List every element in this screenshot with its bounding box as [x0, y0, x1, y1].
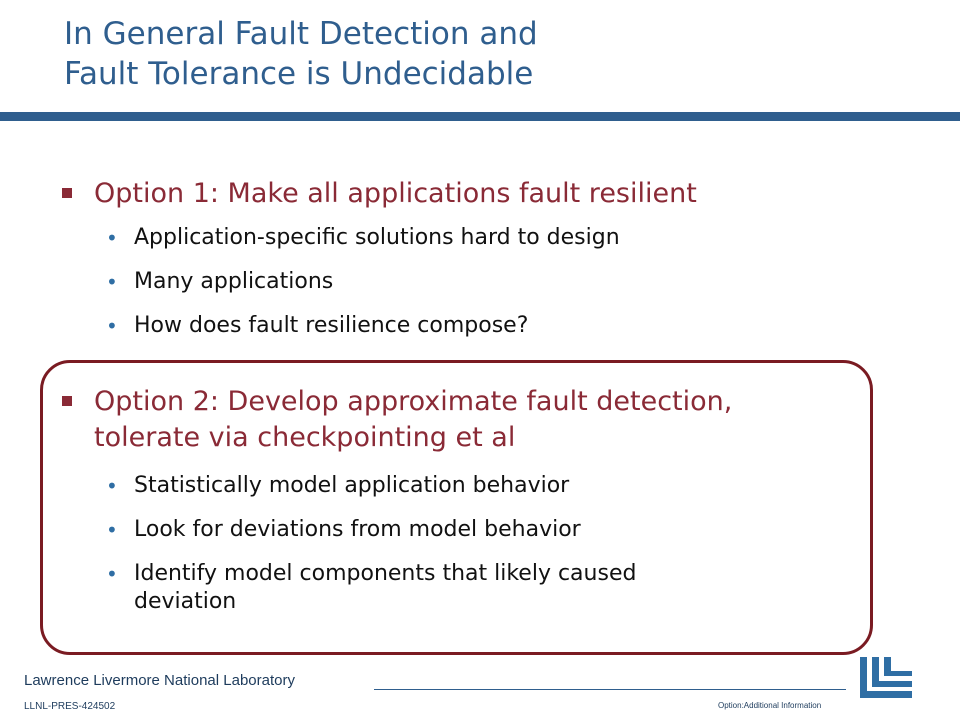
- point-text: Application-specific solutions hard to design: [134, 225, 620, 250]
- point-text: How does fault resilience compose?: [134, 313, 529, 338]
- list-item: [106, 268, 922, 296]
- option-2-heading: [62, 384, 922, 456]
- list-item: [106, 224, 922, 252]
- bullet-icon: •: [106, 474, 118, 498]
- option-2-section: [62, 384, 922, 616]
- title-line-2: Fault Tolerance is Undecidable: [64, 56, 534, 92]
- option-1-heading: [62, 176, 922, 212]
- organization-name: Lawrence Livermore National Laboratory: [24, 672, 295, 689]
- bullet-icon: •: [106, 314, 118, 338]
- option-2-label-line-1: Option 2: Develop approximate fault detection,: [94, 386, 733, 417]
- bullet-icon: •: [106, 226, 118, 250]
- list-item: [106, 560, 922, 616]
- bullet-icon: •: [106, 270, 118, 294]
- option-2-label: [94, 384, 732, 456]
- point-text: [134, 560, 636, 616]
- option-2-label-line-2: tolerate via checkpointing et al: [94, 422, 516, 453]
- point-text-line-2: deviation: [134, 589, 237, 614]
- bullet-icon: •: [106, 518, 118, 542]
- option-2-points: [62, 472, 922, 616]
- square-bullet-icon: [62, 188, 72, 198]
- list-item: [106, 516, 922, 544]
- list-item: [106, 312, 922, 340]
- point-text-line-1: Identify model components that likely caused: [134, 561, 637, 586]
- square-bullet-icon: [62, 396, 72, 406]
- option-1-label: Option 1: Make all applications fault resilient: [94, 178, 697, 209]
- document-id: LLNL-PRES-424502: [24, 701, 116, 712]
- footer-divider: [374, 689, 846, 690]
- list-item: [106, 472, 922, 500]
- title-divider: [0, 112, 960, 121]
- option-1-points: [62, 224, 922, 340]
- point-text: Look for deviations from model behavior: [134, 517, 581, 542]
- llnl-logo-icon: [856, 655, 916, 701]
- option-1-section: [62, 176, 922, 340]
- bullet-icon: •: [106, 562, 118, 586]
- footer-note: Option:Additional Information: [718, 701, 822, 710]
- title-line-1: In General Fault Detection and: [64, 16, 538, 52]
- slide-title: [64, 14, 924, 94]
- point-text: Many applications: [134, 269, 334, 294]
- point-text: Statistically model application behavior: [134, 473, 570, 498]
